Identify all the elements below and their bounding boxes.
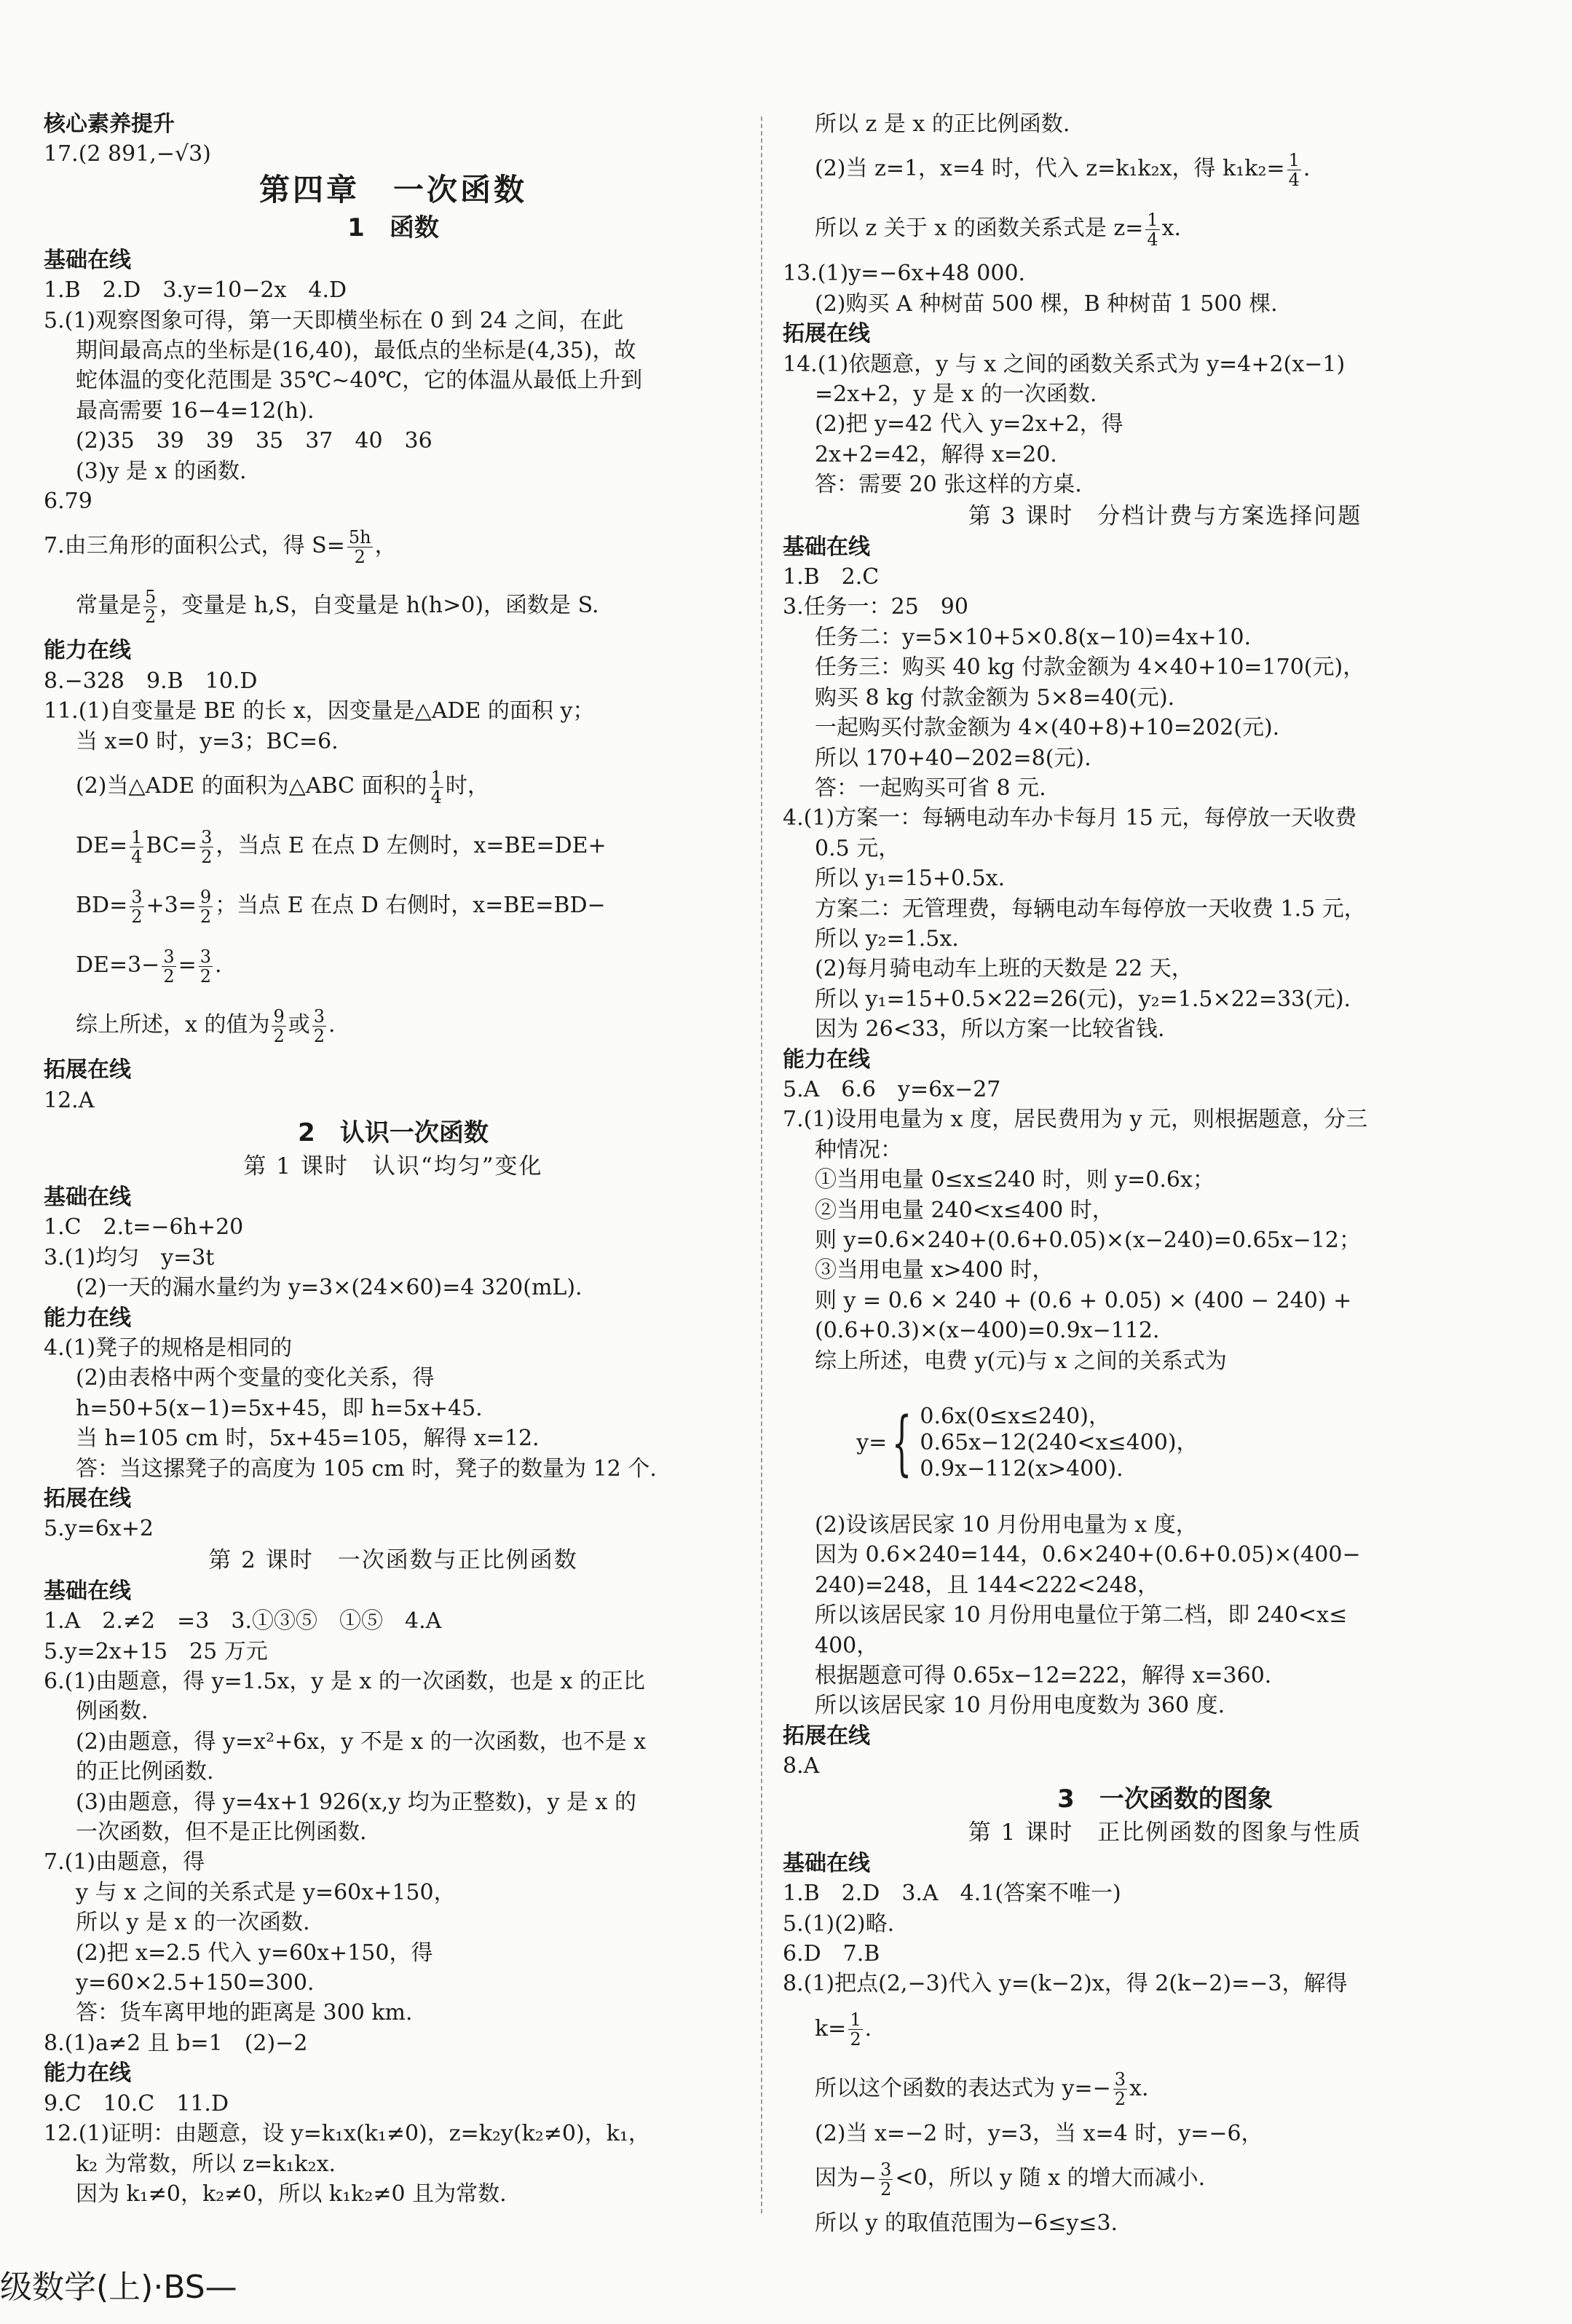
numerator: 3 bbox=[1114, 2069, 1126, 2090]
section-label: 基础在线 bbox=[44, 1578, 131, 1604]
section-label: 核心素养提升 bbox=[44, 111, 175, 137]
denominator: 4 bbox=[1147, 229, 1158, 250]
answer-line: y=60×2.5+150=300. bbox=[76, 1970, 315, 1996]
fraction bbox=[312, 1007, 326, 1046]
section-title: 1 函数 bbox=[347, 213, 439, 242]
denominator: 4 bbox=[131, 846, 143, 867]
answer-line: 1.B 2.D 3.A 4.1(答案不唯一) bbox=[783, 1881, 1121, 1907]
answer-line: 所以 y₁=15+0.5x. bbox=[815, 866, 1006, 892]
text: . bbox=[864, 2015, 872, 2042]
text: . bbox=[1303, 156, 1311, 182]
section-label: 拓展在线 bbox=[44, 1057, 131, 1083]
lesson-title: 第 1 课时 正比例函数的图象与性质 bbox=[968, 1819, 1362, 1846]
fraction bbox=[200, 828, 213, 866]
answer-line: 最高需要 16−4=12(h). bbox=[76, 398, 315, 424]
text: y= bbox=[856, 1430, 888, 1456]
denominator: 2 bbox=[273, 1025, 285, 1046]
denominator: 2 bbox=[850, 2029, 861, 2050]
text: . bbox=[328, 1012, 336, 1038]
fraction bbox=[430, 768, 443, 807]
answer-line: 一次函数，但不是正比例函数. bbox=[76, 1819, 367, 1846]
piece: 0.9x−112(x>400). bbox=[920, 1456, 1123, 1482]
numerator: 1 bbox=[1147, 209, 1158, 230]
answer-line bbox=[44, 816, 743, 876]
section-label: 拓展在线 bbox=[44, 1485, 131, 1511]
answer-line: 例函数. bbox=[76, 1699, 149, 1725]
answer-line: (2)一天的漏水量约为 y=3×(24×60)=4 320(mL). bbox=[76, 1275, 582, 1301]
answer-line bbox=[44, 576, 743, 636]
text: x. bbox=[1161, 216, 1182, 242]
lesson-title: 第 3 课时 分档计费与方案选择问题 bbox=[968, 502, 1362, 529]
answer-line: 答：货车离甲地的距离是 300 km. bbox=[76, 2000, 413, 2026]
chapter-title: 第四章 一次函数 bbox=[258, 171, 527, 208]
answer-line: 所以 170+40−202=8(元). bbox=[815, 745, 1091, 771]
text: (2)当 z=1，x=4 时，代入 z=k₁k₂x，得 k₁k₂= bbox=[815, 156, 1285, 182]
answer-line: 8.(1)把点(2,−3)代入 y=(k−2)x，得 2(k−2)=−3，解得 bbox=[783, 1971, 1348, 1997]
answer-line: k₂ 为常数，所以 z=k₁k₂x. bbox=[76, 2151, 336, 2177]
text: ，当点 E 在点 D 左侧时，x=BE=DE+ bbox=[216, 833, 607, 859]
answer-line: 当 x=0 时，y=3；BC=6. bbox=[76, 728, 339, 754]
answer-line: =2x+2，y 是 x 的一次函数. bbox=[815, 382, 1097, 408]
lesson-title: 第 2 课时 一次函数与正比例函数 bbox=[208, 1546, 578, 1573]
answer-line: 5.(1)(2)略. bbox=[783, 1910, 895, 1937]
answer-line: 答：一起购买可省 8 元. bbox=[815, 775, 1046, 801]
answer-line: (2)把 x=2.5 代入 y=60x+150，得 bbox=[76, 1940, 433, 1966]
text: = bbox=[178, 952, 197, 979]
answer-line: 因为 26<33，所以方案一比较省钱. bbox=[815, 1016, 1165, 1043]
text: 所以 z 关于 x 的函数关系式是 z= bbox=[815, 216, 1144, 242]
answer-line bbox=[783, 139, 1547, 199]
right-column bbox=[783, 109, 1547, 2239]
fraction bbox=[1287, 151, 1301, 189]
answer-line: 所以该居民家 10 月份用电度数为 360 度. bbox=[815, 1693, 1225, 1719]
answer-line: ②当用电量 240<x≤400 时， bbox=[815, 1197, 1114, 1223]
answer-line: 的正比例函数. bbox=[76, 1759, 214, 1785]
text: +3= bbox=[146, 893, 197, 919]
answer-line: 1.B 2.D 3.y=10−2x 4.D bbox=[44, 277, 347, 304]
answer-line: 0.5 元， bbox=[815, 835, 901, 861]
answer-line: 所以 y₁=15+0.5×22=26(元)，y₂=1.5×22=33(元). bbox=[815, 986, 1351, 1012]
answer-line: 所以 y₂=1.5x. bbox=[815, 925, 959, 952]
answer-line: 因为 k₁≠0，k₂≠0，所以 k₁k₂≠0 且为常数. bbox=[76, 2181, 507, 2207]
left-column bbox=[44, 109, 743, 2209]
text: BD= bbox=[76, 893, 128, 919]
text: 时， bbox=[445, 773, 489, 799]
text: 所以这个函数的表达式为 y=− bbox=[815, 2075, 1111, 2101]
answer-line: (3)y 是 x 的函数. bbox=[76, 458, 247, 484]
page-footer: 级数学(上)·BS— bbox=[0, 2269, 237, 2306]
answer-line: (3)由题意，得 y=4x+1 926(x,y 均为正整数)，y 是 x 的 bbox=[76, 1789, 636, 1815]
numerator: 1 bbox=[850, 2009, 861, 2031]
answer-line: 4.(1)凳子的规格是相同的 bbox=[44, 1335, 293, 1361]
answer-line: 400， bbox=[815, 1632, 879, 1659]
piece: 0.6x(0≤x≤240)， bbox=[920, 1404, 1110, 1430]
answer-line: 1.C 2.t=−6h+20 bbox=[44, 1214, 244, 1241]
text: . bbox=[215, 952, 222, 979]
section-label: 基础在线 bbox=[783, 1850, 870, 1876]
denominator: 2 bbox=[880, 2178, 892, 2200]
fraction bbox=[199, 947, 213, 986]
answer-line: 8.(1)a≠2 且 b=1 (2)−2 bbox=[44, 2030, 308, 2056]
numerator: 3 bbox=[880, 2159, 892, 2180]
answer-line bbox=[783, 2059, 1547, 2119]
answer-line bbox=[44, 876, 743, 936]
answer-line: 3.(1)均匀 y=3t bbox=[44, 1244, 215, 1270]
answer-line: (2)由表格中两个变量的变化关系，得 bbox=[76, 1365, 435, 1391]
answer-line: 6.(1)由题意，得 y=1.5x，y 是 x 的一次函数，也是 x 的正比 bbox=[44, 1669, 645, 1694]
text: ， bbox=[374, 533, 397, 559]
numerator: 5 bbox=[145, 586, 157, 607]
numerator: 5h bbox=[348, 526, 371, 548]
answer-line: 方案二：无管理费，每辆电动车每停放一天收费 1.5 元， bbox=[815, 896, 1366, 922]
numerator: 3 bbox=[201, 826, 213, 847]
answer-line: 4.(1)方案一：每辆电动车办卡每月 15 元，每停放一天收费 bbox=[783, 805, 1357, 831]
section-label: 基础在线 bbox=[44, 247, 131, 273]
section-label: 拓展在线 bbox=[783, 321, 870, 347]
answer-line: 5.(1)观察图象可得，第一天即横坐标在 0 到 24 之间，在此 bbox=[44, 307, 624, 333]
brace-group bbox=[887, 1402, 1198, 1485]
fraction bbox=[162, 947, 175, 986]
numerator: 9 bbox=[273, 1005, 285, 1027]
section-label: 基础在线 bbox=[783, 534, 870, 560]
denominator: 2 bbox=[313, 1025, 325, 1046]
section-label: 能力在线 bbox=[783, 1046, 870, 1072]
section-title: 3 一次函数的图象 bbox=[1057, 1784, 1273, 1814]
answer-line: 8.A bbox=[783, 1753, 820, 1779]
fraction bbox=[143, 588, 157, 626]
text: x. bbox=[1129, 2075, 1149, 2101]
fraction bbox=[848, 2010, 862, 2049]
answer-line: 蛇体温的变化范围是 35℃~40℃，它的体温从最低上升到 bbox=[76, 368, 643, 394]
text: BC= bbox=[146, 833, 198, 859]
fraction bbox=[199, 888, 213, 926]
section-label: 基础在线 bbox=[44, 1184, 131, 1210]
section-label: 能力在线 bbox=[44, 1305, 131, 1331]
denominator: 2 bbox=[354, 546, 366, 567]
fraction bbox=[347, 528, 373, 566]
answer-line: 1.B 2.C bbox=[783, 564, 880, 590]
answer-line: 所以 z 是 x 的正比例函数. bbox=[815, 111, 1070, 137]
denominator: 2 bbox=[201, 846, 213, 867]
piecewise-function bbox=[783, 1376, 1547, 1510]
answer-line: (0.6+0.3)×(x−400)=0.9x−112. bbox=[815, 1318, 1160, 1344]
answer-line: 所以 y 的取值范围为−6≤y≤3. bbox=[815, 2210, 1118, 2237]
answer-line: (2)购买 A 种树苗 500 棵，B 种树苗 1 500 棵. bbox=[815, 290, 1278, 317]
answer-line bbox=[44, 516, 743, 576]
section-title: 2 认识一次函数 bbox=[298, 1118, 489, 1147]
answer-line: 答：需要 20 张这样的方桌. bbox=[815, 472, 1082, 498]
denominator: 4 bbox=[430, 786, 442, 807]
answer-line: (2)当 x=−2 时，y=3，当 x=4 时，y=−6， bbox=[815, 2120, 1263, 2146]
answer-line: 7.(1)由题意，得 bbox=[44, 1849, 205, 1876]
answer-line: 6.D 7.B bbox=[783, 1940, 880, 1967]
answer-line: (2)35 39 39 35 37 40 36 bbox=[76, 428, 433, 454]
answer-line: 14.(1)依题意，y 与 x 之间的函数关系式为 y=4+2(x−1) bbox=[783, 351, 1346, 377]
section-label: 能力在线 bbox=[44, 2060, 131, 2087]
answer-line: 因为 0.6×240=144，0.6×240+(0.6+0.05)×(400− bbox=[815, 1542, 1361, 1568]
answer-line: 任务三：购买 40 kg 付款金额为 4×40+10=170(元)， bbox=[815, 655, 1365, 681]
section-label: 能力在线 bbox=[44, 638, 131, 664]
text: ，变量是 h,S，自变量是 h(h>0)，函数是 S. bbox=[159, 593, 599, 619]
answer-line: 5.y=6x+2 bbox=[44, 1516, 154, 1542]
numerator: 3 bbox=[313, 1005, 325, 1027]
answer-line: h=50+5(x−1)=5x+45，即 h=5x+45. bbox=[76, 1395, 483, 1421]
answer-line: 11.(1)自变量是 BE 的长 x，因变量是△ADE 的面积 y； bbox=[44, 698, 595, 724]
answer-line: 所以该居民家 10 月份用电量位于第二档，即 240<x≤ bbox=[815, 1602, 1348, 1629]
answer-line: 17.(2 891,−√3) bbox=[44, 141, 211, 167]
answer-line bbox=[44, 756, 743, 816]
answer-line: 6.79 bbox=[44, 489, 92, 515]
fraction bbox=[130, 828, 143, 866]
numerator: 1 bbox=[1288, 149, 1300, 170]
text: 或 bbox=[288, 1012, 310, 1038]
column-divider bbox=[761, 116, 762, 2213]
answer-line: 则 y=0.6×240+(0.6+0.05)×(x−240)=0.65x−12； bbox=[815, 1228, 1361, 1253]
fraction bbox=[130, 888, 143, 926]
answer-line: 12.A bbox=[44, 1087, 95, 1113]
answer-line: 8.−328 9.B 10.D bbox=[44, 668, 258, 694]
text: 因为− bbox=[815, 2165, 877, 2191]
answer-line: 购买 8 kg 付款金额为 5×8=40(元). bbox=[815, 684, 1175, 711]
denominator: 2 bbox=[200, 965, 212, 987]
text: 7.由三角形的面积公式，得 S= bbox=[44, 533, 345, 559]
left-brace: { bbox=[892, 1402, 912, 1485]
brace-items bbox=[920, 1404, 1198, 1482]
piece: 0.65x−12(240<x≤400)， bbox=[920, 1430, 1198, 1456]
numerator: 9 bbox=[200, 886, 212, 907]
numerator: 3 bbox=[200, 946, 212, 967]
answer-line bbox=[783, 199, 1547, 258]
denominator: 2 bbox=[200, 906, 212, 927]
answer-line: (2)每月骑电动车上班的天数是 22 天， bbox=[815, 956, 1193, 982]
text: DE=3− bbox=[76, 952, 160, 979]
answer-line: 则 y = 0.6 × 240 + (0.6 + 0.05) × (400 − 240) + bbox=[815, 1287, 1352, 1313]
fraction bbox=[879, 2160, 893, 2199]
numerator: 3 bbox=[163, 946, 175, 967]
answer-line: 期间最高点的坐标是(16,40)，最低点的坐标是(4,35)，故 bbox=[76, 338, 636, 364]
answer-line: 240)=248，且 144<222<248， bbox=[815, 1572, 1159, 1598]
answer-line: 任务二：y=5×10+5×0.8(x−10)=4x+10. bbox=[815, 624, 1252, 650]
text: 综上所述，x 的值为 bbox=[76, 1012, 270, 1038]
numerator: 1 bbox=[430, 767, 442, 788]
answer-line bbox=[44, 995, 743, 1055]
answer-line: 7.(1)设用电量为 x 度，居民费用为 y 元，则根据题意，分三 bbox=[783, 1107, 1368, 1133]
answer-line: 综上所述，电费 y(元)与 x 之间的关系式为 bbox=[815, 1348, 1227, 1374]
answer-line: (2)由题意，得 y=x²+6x，y 不是 x 的一次函数，也不是 x bbox=[76, 1728, 647, 1755]
answer-line: 9.C 10.C 11.D bbox=[44, 2090, 229, 2116]
section-label: 拓展在线 bbox=[783, 1723, 870, 1749]
answer-line: 13.(1)y=−6x+48 000. bbox=[783, 261, 1026, 287]
numerator: 3 bbox=[131, 886, 143, 907]
answer-line: 2x+2=42，解得 x=20. bbox=[815, 441, 1057, 467]
answer-line: y 与 x 之间的关系式是 y=60x+150， bbox=[76, 1879, 456, 1905]
denominator: 2 bbox=[1114, 2089, 1126, 2110]
fraction bbox=[1145, 210, 1159, 249]
answer-line: 所以 y 是 x 的一次函数. bbox=[76, 1910, 310, 1936]
denominator: 2 bbox=[131, 906, 143, 927]
answer-line: 5.y=2x+15 25 万元 bbox=[44, 1638, 268, 1664]
numerator: 1 bbox=[131, 826, 143, 847]
answer-line: 根据题意可得 0.65x−12=222，解得 x=360. bbox=[815, 1663, 1272, 1689]
text: k= bbox=[815, 2015, 847, 2042]
denominator: 2 bbox=[145, 606, 157, 627]
lesson-title: 第 1 课时 认识“均匀”变化 bbox=[243, 1153, 543, 1179]
text: DE= bbox=[76, 833, 128, 859]
answer-line: (2)设该居民家 10 月份用电量为 x 度， bbox=[815, 1512, 1198, 1538]
answer-line bbox=[783, 1999, 1547, 2059]
answer-line: 答：当这摞凳子的高度为 105 cm 时，凳子的数量为 12 个. bbox=[76, 1455, 657, 1482]
answer-line: 1.A 2.≠2 =3 3.①③⑤ ①⑤ 4.A bbox=[44, 1608, 442, 1635]
answer-line: 种情况： bbox=[815, 1137, 902, 1163]
answer-line: ③当用电量 x>400 时， bbox=[815, 1257, 1054, 1284]
answer-line: 当 h=105 cm 时，5x+45=105，解得 x=12. bbox=[76, 1426, 540, 1452]
answer-line: (2)把 y=42 代入 y=2x+2，得 bbox=[815, 411, 1123, 438]
answer-line bbox=[44, 936, 743, 995]
answer-line: ①当用电量 0≤x≤240 时，则 y=0.6x； bbox=[815, 1167, 1214, 1193]
fraction bbox=[272, 1007, 285, 1046]
text: <0，所以 y 随 x 的增大而减小. bbox=[895, 2165, 1206, 2191]
text: (2)当△ADE 的面积为△ABC 面积的 bbox=[76, 773, 427, 799]
text: 常量是 bbox=[76, 593, 141, 619]
denominator: 4 bbox=[1288, 169, 1300, 190]
denominator: 2 bbox=[163, 965, 175, 987]
text: ；当点 E 在点 D 右侧时，x=BE=BD− bbox=[215, 893, 606, 919]
answer-line: 12.(1)证明：由题意，设 y=k₁x(k₁≠0)，z=k₂y(k₂≠0)，k₁， bbox=[44, 2121, 650, 2147]
answer-line: 5.A 6.6 y=6x−27 bbox=[783, 1076, 1001, 1102]
answer-line: 一起购买付款金额为 4×(40+8)+10=202(元). bbox=[815, 715, 1280, 741]
fraction bbox=[1113, 2070, 1127, 2108]
answer-line bbox=[783, 2149, 1547, 2208]
answer-line: 3.任务一：25 90 bbox=[783, 594, 968, 620]
